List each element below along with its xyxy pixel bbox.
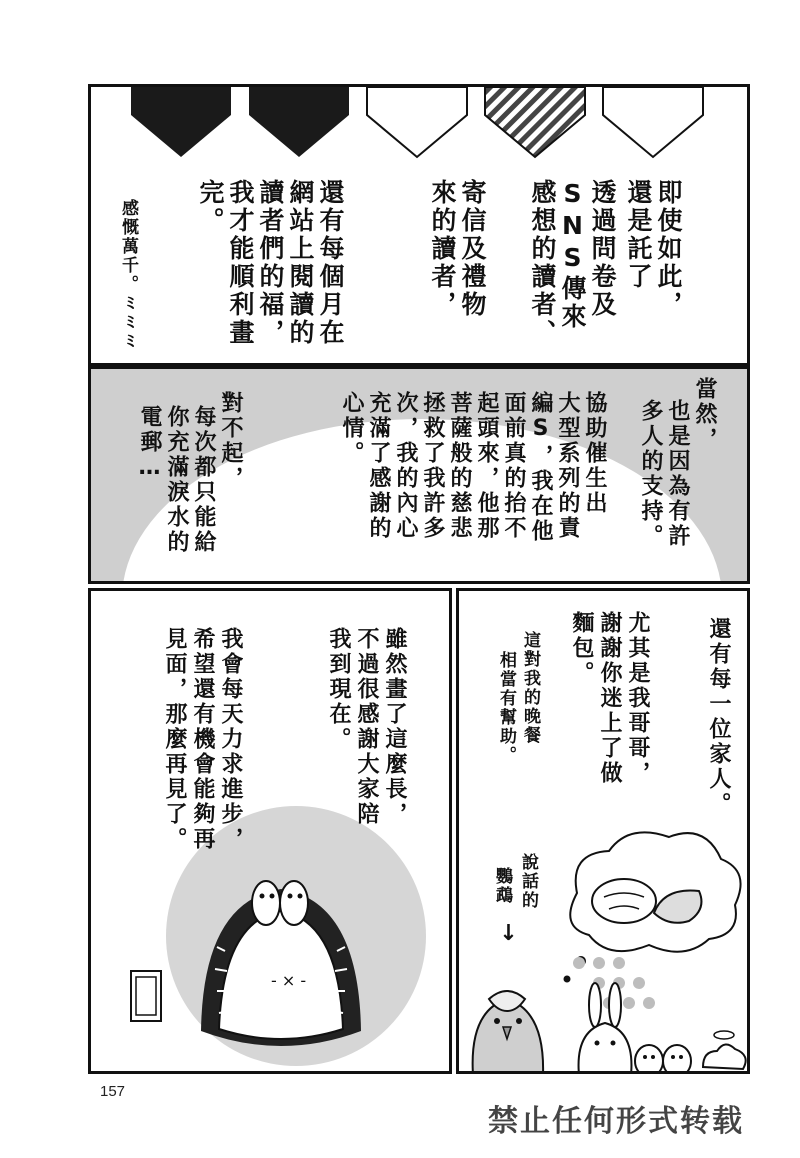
panel2-line-14: 對不起， <box>218 391 243 491</box>
panel3-line-4: 我會每天力求進步， <box>218 627 243 852</box>
panel3-line-5: 希望還有機會能夠再 <box>190 627 215 852</box>
panel3-line-1: 雖然畫了這麼長， <box>382 627 407 827</box>
panel2-line-13: 心情。 <box>339 391 364 466</box>
panel4-line-5: 這對我的晚餐 <box>520 631 540 745</box>
panel2-line-6: 編S，我在他 <box>528 391 553 544</box>
watermark: 禁止任何形式转载 <box>488 1104 744 1139</box>
panel-bottom-right <box>456 588 750 1074</box>
panel1-line-9: 網站上閱讀的 <box>286 179 315 347</box>
panel3-line-2: 不過很感謝大家陪 <box>354 627 379 827</box>
panel3-line-6: 見面，那麼再見了。 <box>162 627 187 852</box>
panel1-line-4: SNS傳來 <box>558 179 587 331</box>
panel2-line-12: 充滿了感謝的 <box>366 391 391 541</box>
panel2-line-4: 協助催生出 <box>582 391 607 516</box>
panel1-line-6: 寄信及禮物 <box>458 179 487 319</box>
panel4-line-6: 相當有幫助。 <box>496 651 516 765</box>
panel1-line-8: 還有每個月在 <box>316 179 345 347</box>
panel1-line-2: 還是託了 <box>624 179 653 291</box>
panel1-line-7: 來的讀者， <box>428 179 457 319</box>
panel1-line-3: 透過問卷及 <box>588 179 617 319</box>
panel4-line-3: 謝謝你迷上了做 <box>597 611 622 786</box>
panel4-line-4: 麵包。 <box>569 611 594 686</box>
panel1-line-5: 感想的讀者、 <box>528 179 557 347</box>
panel2-line-8: 起頭來，他那 <box>474 391 499 541</box>
panel1-line-1: 即使如此， <box>654 179 683 319</box>
panel2-line-7: 面前真的抬不 <box>501 391 526 541</box>
panel2-line-16: 你充滿淚水的 <box>164 405 189 555</box>
arrow-down-icon: ↓ <box>496 921 521 949</box>
panel1-line-10: 讀者們的福， <box>256 179 285 347</box>
panel4-line-7: 說話的 <box>518 853 538 910</box>
panel2-line-15: 每次都只能給 <box>191 405 216 555</box>
panel2-line-5: 大型系列的責 <box>555 391 580 541</box>
panel2-line-3: 多人的支持。 <box>638 399 663 549</box>
panel4-line-2: 尤其是我哥哥， <box>625 611 650 786</box>
panel2-line-17: 電郵… <box>137 405 162 483</box>
panel3-line-3: 我到現在。 <box>326 627 351 752</box>
panel1-aside-note: 感慨萬千。ﾐﾐﾐ <box>118 199 138 351</box>
panel-bottom-left <box>88 588 452 1074</box>
panel2-line-10: 拯救了我許多 <box>420 391 445 541</box>
panel2-line-9: 菩薩般的慈悲 <box>447 391 472 541</box>
panel2-line-11: 次，我的內心 <box>393 391 418 541</box>
panel4-line-1: 還有每一位家人。 <box>706 617 731 817</box>
panel1-line-11: 我才能順利畫 <box>226 179 255 347</box>
panel2-line-2: 也是因為有許 <box>665 399 690 549</box>
necktie-row-illustration <box>91 87 750 177</box>
panel4-line-8: 鸚鵡 <box>492 867 512 905</box>
svg-text:- × -: - × - <box>271 971 307 990</box>
panel-middle <box>88 366 750 584</box>
page-number: 157 <box>100 1083 126 1100</box>
panel-top <box>88 84 750 366</box>
panel2-line-1: 當然， <box>692 377 717 452</box>
panel1-line-12: 完。 <box>196 179 225 235</box>
